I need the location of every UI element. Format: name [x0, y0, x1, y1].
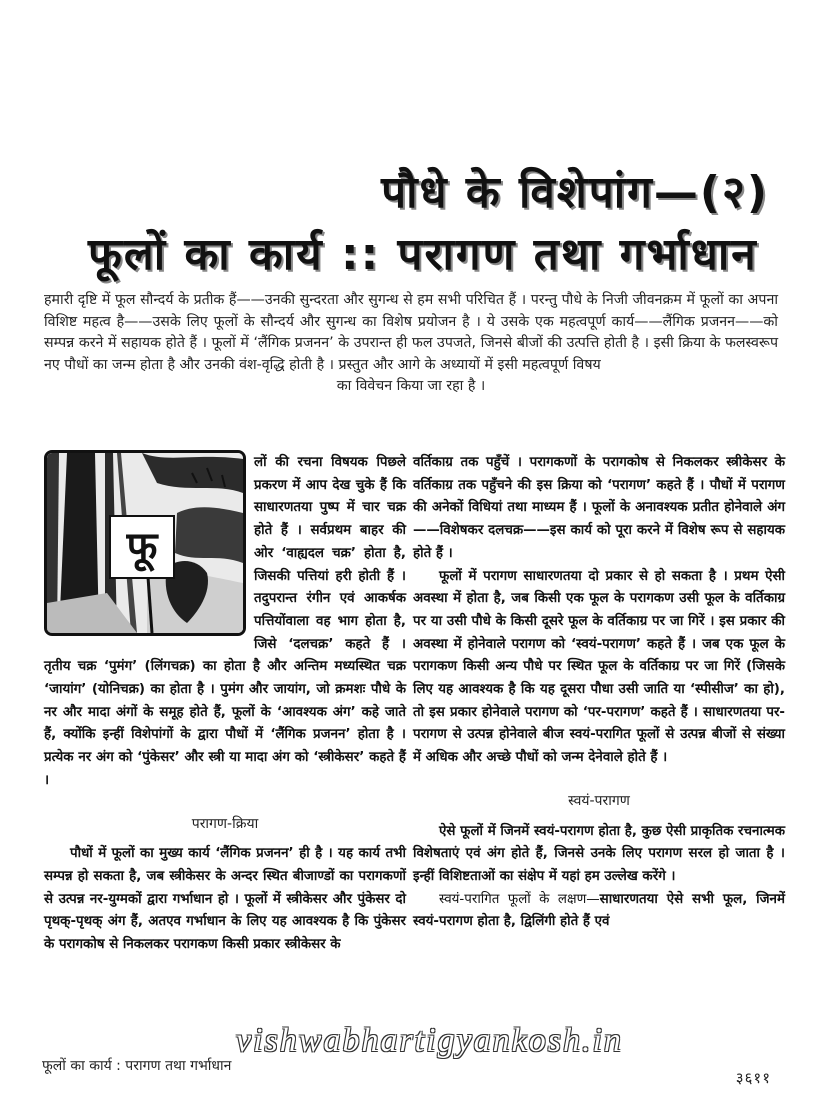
right-paragraph-2: फूलों में परागण साधारणतया दो प्रकार से हो सकता है । प्रथम ऐसी अवस्था में होता है, जब किसी एक फूल के परागकण उसी फूल के वर्तिकाग्र पर या उसी पौधे के किसी दूसरे फूल के वर्तिकाग्र पर जा गिरें । इस प्रकार की अवस्था में होनेवाले परागण को ‘स्वयं-परागण’ कहते हैं । जब एक फूल के परागकण किसी अन्य पौधे पर स्थित फूल के वर्तिकाग्र पर जा गिरें (जिसके लिए यह आवश्यक है कि यह दूसरा पौधा उसी जाति या ‘स्पीसीज’ का हो), तो इस प्रकार होनेवाले परागण को ‘पर-परागण’ कहते हैं । साधारणतया पर-परागण से उत्पन्न होनेवाले बीज स्वयं-परागित फूलों से उत्पन्न बीजों से संख्या में अधिक और अच्छे पौधों को जन्म देनेवाले होते हैं । — [413, 568, 785, 766]
page-number: ३६११ — [735, 1069, 771, 1087]
running-footer-title: फूलों का कार्य : परागण तथा गर्भाधान — [42, 1058, 232, 1074]
watermark: vishwabhartigyankosh.in — [236, 1022, 623, 1059]
right-paragraph-3: ऐसे फूलों में जिनमें स्वयं-परागण होता है, कुछ ऐसी प्राकृतिक रचनात्मक विशेषताएं एवं अंग होते हैं, जिनसे उनके लिए परागण सरल हो जाता है । इन्हीं विशिष्टताओं का संक्षेप में यहां हम उल्लेख करेंगे । — [413, 823, 785, 884]
chapter-subtitle: फूलों का कार्य :: परागण तथा गर्भाधान — [88, 229, 758, 280]
right-paragraph-1: वर्तिकाग्र तक पहुँचें । परागकणों के परागकोष से निकलकर स्त्रीकेसर के वर्तिकाग्र तक पहुँचने की इस क्रिया को ‘परागण’ कहते हैं । पौधों में परागण की अनेकों विधियां तथा माध्यम हैं । फूलों के अनावश्यक प्रतीत होनेवाले अंग——विशेषकर दलचक्र——इस कार्य को पूरा करने में विशेष रूप से सहायक होते हैं । — [413, 455, 785, 561]
paragraph-4-body: साधारणतया ऐसे सभी फूल, जिनमें स्वयं-परागण होता है, द्विलिंगी होते हैं एवं — [413, 891, 785, 930]
paragraph-lead: स्वयं-परागित फूलों के लक्षण— — [439, 891, 600, 907]
dropcap-letter: फू — [109, 515, 175, 579]
right-column — [413, 452, 785, 934]
subheading-self-pollination: स्वयं-परागण — [568, 792, 630, 809]
right-paragraph-4 — [413, 889, 785, 934]
subheading-pollination-process: परागण-क्रिया — [191, 815, 259, 832]
intro-paragraph — [44, 290, 778, 398]
intro-last-line: का विवेचन किया जा रहा है । — [336, 378, 486, 394]
left-paragraph-1: लों की रचना विषयक पिछले प्रकरण में आप देख चुके हैं कि साधारणतया पुष्प में चार चक्र होते हैं । सर्वप्रथम बाहर की ओर ‘वाह्यदल चक्र’ होता है, जिसकी पत्तियां हरी होती हैं । तदुपरान्त रंगीन एवं आकर्षक पत्तियोंवाला वह भाग होता है, जिसे ‘दलचक्र’ कहते हैं । तृतीय चक्र ‘पुमंग’ (लिंगचक्र) का होता है और अन्तिम मध्यस्थित चक्र ‘जायांग’ (योनिचक्र) का होता है । पुमंग और जायांग, जो क्रमशः पौधे के नर और मादा अंगों के समूह होते हैं, फूलों के ‘आवश्यक अंग’ कहे जाते हैं, क्योंकि इन्हीं विशेपांगों के द्वारा पौधों में ‘लैंगिक प्रजनन’ होता है । प्रत्येक नर अंग को ‘पुंकेसर’ और स्त्री या मादा अंग को ‘स्त्रीकेसर’ कहते हैं । — [44, 455, 406, 788]
forest-illustration — [44, 450, 246, 636]
left-paragraph-2: पौधों में फूलों का मुख्य कार्य ‘लैंगिक प्रजनन’ ही है । यह कार्य तभी सम्पन्न हो सकता है, जब स्त्रीकेसर के अन्दर स्थित बीजाण्डों का परागकणों से उत्पन्न नर-युग्मकों द्वारा गर्भाधान हो । फूलों में स्त्रीकेसर और पुंकेसर दो पृथक्-पृथक् अंग हैं, अतएव गर्भाधान के लिए यह आवश्यक है कि पुंकेसर के परागकोष से निकलकर परागकण किसी प्रकार स्त्रीकेसर के — [44, 846, 406, 953]
chapter-title: पौधे के विशेपांग—(२) — [381, 167, 769, 218]
left-column — [44, 452, 406, 957]
intro-body: हमारी दृष्टि में फूल सौन्दर्य के प्रतीक हैं——उनकी सुन्दरता और सुगन्ध से हम सभी परिचित हैं । परन्तु पौधे के निजी जीवनक्रम में फूलों का अपना विशिष्ट महत्व है——उसके लिए फूलों के सौन्दर्य और सुगन्ध का विशेष प्रयोजन है । ये उसके एक महत्वपूर्ण कार्य——लैंगिक प्रजनन——को सम्पन्न करने में सहायक होते हैं । फूलों में ‘लैंगिक प्रजनन’ के उपरान्त ही फल उपजते, जिनसे बीजों की उत्पत्ति होती है । इसी क्रिया के फलस्वरूप नए पौधों का जन्म होता है और उनकी वंश-वृद्धि होती है । प्रस्तुत और आगे के अध्यायों में इसी महत्वपूर्ण विषय — [44, 292, 778, 373]
dropcap-figure — [44, 450, 244, 635]
